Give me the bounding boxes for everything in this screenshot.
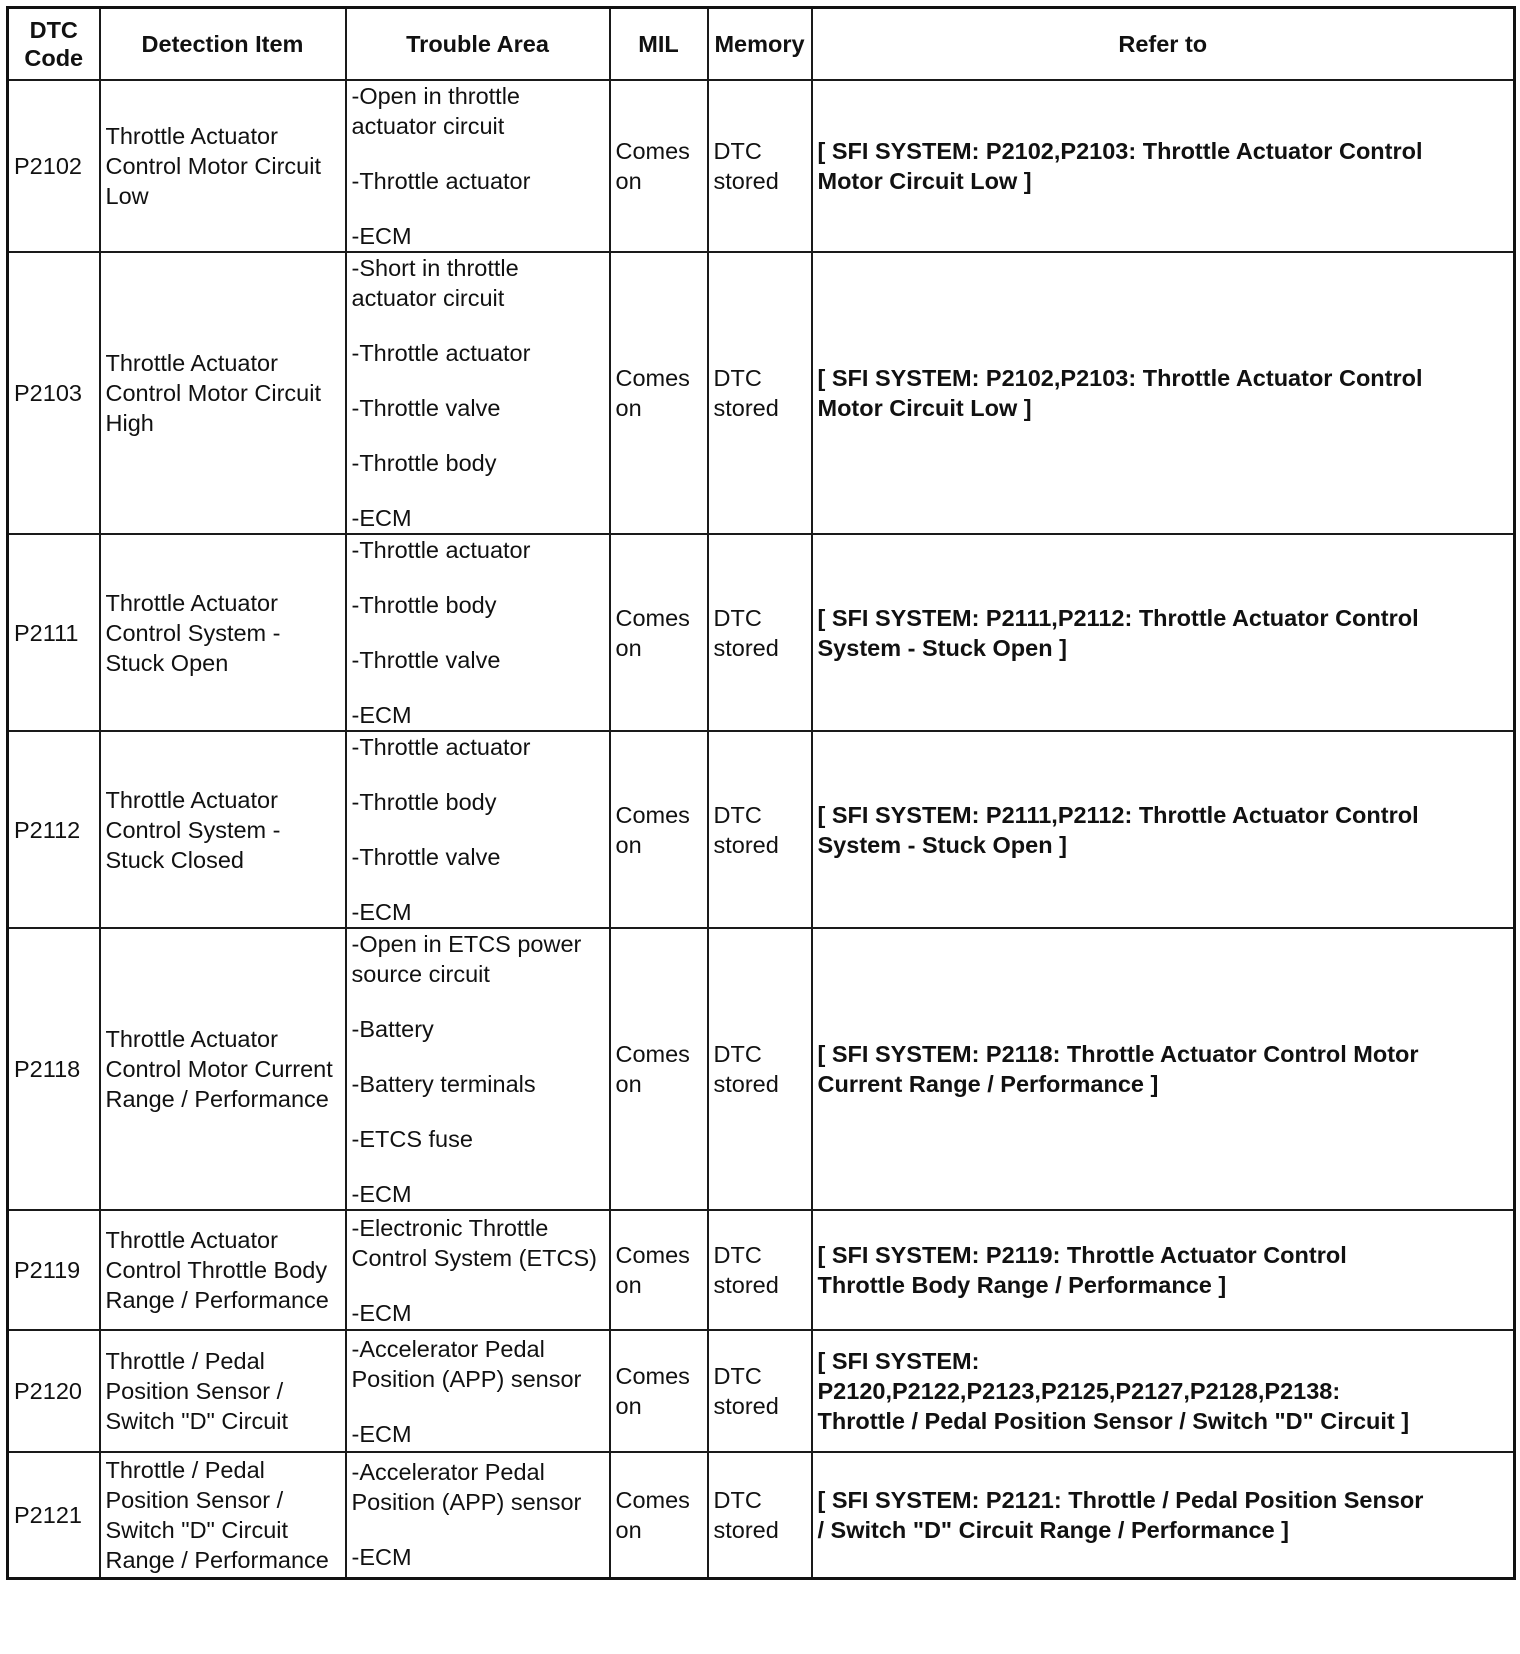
refer-to-line: Motor Circuit Low ] bbox=[817, 395, 1032, 421]
memory-cell bbox=[708, 534, 812, 731]
memory-cell bbox=[708, 1330, 812, 1452]
refer-to-cell bbox=[812, 1452, 1515, 1578]
trouble-area-line: -Accelerator Pedal bbox=[351, 1335, 545, 1362]
mil-line: on bbox=[615, 168, 642, 194]
detection-item-line: Switch "D" Circuit bbox=[105, 1516, 289, 1543]
dtc-code-cell: P2120 bbox=[8, 1330, 100, 1452]
refer-to-cell bbox=[812, 1330, 1515, 1452]
trouble-area-line: -Open in ETCS power bbox=[351, 931, 582, 957]
memory-cell bbox=[708, 1452, 812, 1578]
table-row bbox=[8, 252, 1515, 534]
refer-to-line: [ SFI SYSTEM: P2119: Throttle Actuator Control bbox=[817, 1242, 1347, 1268]
trouble-area-item bbox=[352, 1334, 604, 1394]
trouble-area-cell bbox=[346, 1330, 610, 1452]
trouble-area-line: -ECM bbox=[351, 505, 412, 531]
refer-to-cell bbox=[812, 252, 1515, 534]
memory-line: DTC bbox=[713, 801, 762, 828]
memory-line: DTC bbox=[713, 1363, 762, 1389]
table-row bbox=[8, 534, 1515, 731]
trouble-area-item bbox=[352, 842, 604, 872]
mil-cell bbox=[610, 928, 708, 1210]
trouble-area-cell bbox=[346, 1210, 610, 1330]
mil-line: Comes bbox=[615, 604, 690, 631]
mil-line: on bbox=[615, 1071, 642, 1097]
trouble-area-item bbox=[352, 221, 604, 251]
detection-item-line: High bbox=[105, 410, 154, 436]
refer-to-line: [ SFI SYSTEM: bbox=[817, 1348, 980, 1374]
trouble-area-cell bbox=[346, 252, 610, 534]
table-row bbox=[8, 80, 1515, 252]
mil-cell bbox=[610, 1210, 708, 1330]
trouble-area-line: -Short in throttle bbox=[351, 255, 519, 281]
mil-cell bbox=[610, 252, 708, 534]
trouble-area-line: -ECM bbox=[351, 1544, 412, 1571]
trouble-area-item bbox=[352, 1213, 604, 1273]
trouble-area-line: source circuit bbox=[351, 961, 490, 987]
dtc-code-cell: P2118 bbox=[8, 928, 100, 1210]
header-dtc-code bbox=[8, 8, 100, 81]
memory-line: DTC bbox=[713, 138, 762, 164]
detection-item-cell bbox=[100, 1210, 346, 1330]
detection-item-cell bbox=[100, 1330, 346, 1452]
mil-line: on bbox=[615, 1393, 642, 1419]
mil-line: on bbox=[615, 395, 642, 421]
trouble-area-line: -Throttle body bbox=[351, 789, 497, 815]
trouble-area-line: -Throttle valve bbox=[351, 647, 501, 673]
detection-item-line: Position Sensor / bbox=[105, 1378, 284, 1404]
table-row bbox=[8, 1210, 1515, 1330]
trouble-area-line: -Throttle actuator bbox=[351, 340, 531, 366]
trouble-area-item bbox=[352, 645, 604, 675]
detection-item-line: Control Motor Circuit bbox=[105, 380, 321, 406]
detection-item-line: Range / Performance bbox=[105, 1086, 329, 1112]
trouble-area-line: -ECM bbox=[351, 1299, 412, 1326]
dtc-code-cell: P2103 bbox=[8, 252, 100, 534]
memory-line: stored bbox=[713, 1516, 779, 1543]
trouble-area-line: -Throttle body bbox=[351, 450, 497, 476]
dtc-code-cell: P2111 bbox=[8, 534, 100, 731]
refer-to-line: Throttle / Pedal Position Sensor / Switch "D" Circuit ] bbox=[817, 1408, 1410, 1434]
trouble-area-line: -ECM bbox=[351, 1420, 412, 1447]
header-detection-item: Detection Item bbox=[100, 8, 346, 81]
trouble-area-line: -Open in throttle bbox=[351, 83, 521, 109]
mil-cell bbox=[610, 1452, 708, 1578]
trouble-area-item bbox=[352, 1542, 604, 1572]
trouble-area-line: -Throttle actuator bbox=[351, 168, 531, 194]
detection-item-line: Throttle / Pedal bbox=[105, 1348, 265, 1374]
mil-line: on bbox=[615, 831, 642, 858]
table-row bbox=[8, 1452, 1515, 1578]
dtc-code-cell: P2119 bbox=[8, 1210, 100, 1330]
trouble-area-line: -ETCS fuse bbox=[351, 1126, 473, 1152]
detection-item-line: Switch "D" Circuit bbox=[105, 1408, 289, 1434]
mil-line: Comes bbox=[615, 801, 690, 828]
detection-item-line: Throttle Actuator bbox=[105, 123, 278, 149]
detection-item-line: Throttle Actuator bbox=[105, 1227, 278, 1253]
trouble-area-item bbox=[352, 700, 604, 730]
mil-line: Comes bbox=[615, 365, 690, 391]
memory-line: DTC bbox=[713, 1486, 762, 1513]
trouble-area-line: -Accelerator Pedal bbox=[351, 1459, 545, 1486]
trouble-area-line: -Battery bbox=[351, 1016, 434, 1042]
trouble-area-item bbox=[352, 929, 604, 989]
trouble-area-cell bbox=[346, 731, 610, 928]
memory-line: DTC bbox=[713, 1242, 762, 1268]
trouble-area-item bbox=[352, 1419, 604, 1449]
refer-to-line: [ SFI SYSTEM: P2118: Throttle Actuator Control Motor bbox=[817, 1041, 1419, 1067]
trouble-area-item bbox=[352, 166, 604, 196]
detection-item-cell bbox=[100, 1452, 346, 1578]
trouble-area-line: -Battery terminals bbox=[351, 1071, 536, 1097]
detection-item-line: Throttle Actuator bbox=[105, 1026, 278, 1052]
refer-to-line: Throttle Body Range / Performance ] bbox=[817, 1272, 1227, 1298]
detection-item-line: Stuck Open bbox=[105, 649, 229, 676]
trouble-area-line: actuator circuit bbox=[351, 285, 505, 311]
memory-line: stored bbox=[713, 1272, 779, 1298]
trouble-area-item bbox=[352, 338, 604, 368]
trouble-area-item bbox=[352, 448, 604, 478]
mil-cell bbox=[610, 80, 708, 252]
refer-to-line: [ SFI SYSTEM: P2102,P2103: Throttle Actuator Control bbox=[817, 365, 1423, 391]
detection-item-cell bbox=[100, 731, 346, 928]
memory-line: stored bbox=[713, 1393, 779, 1419]
detection-item-line: Position Sensor / bbox=[105, 1486, 284, 1513]
refer-to-line: [ SFI SYSTEM: P2111,P2112: Throttle Actuator Control bbox=[817, 604, 1419, 631]
trouble-area-cell bbox=[346, 928, 610, 1210]
refer-to-cell bbox=[812, 534, 1515, 731]
dtc-table-sheet bbox=[6, 6, 1513, 1580]
mil-cell bbox=[610, 731, 708, 928]
dtc-table bbox=[6, 6, 1516, 1580]
detection-item-line: Range / Performance bbox=[105, 1287, 329, 1313]
dtc-code-cell: P2102 bbox=[8, 80, 100, 252]
trouble-area-line: -Throttle valve bbox=[351, 395, 501, 421]
trouble-area-line: -Throttle body bbox=[351, 592, 497, 618]
mil-line: Comes bbox=[615, 138, 690, 164]
detection-item-cell bbox=[100, 534, 346, 731]
memory-cell bbox=[708, 1210, 812, 1330]
refer-to-line: / Switch "D" Circuit Range / Performance ] bbox=[817, 1516, 1289, 1543]
mil-line: Comes bbox=[615, 1242, 690, 1268]
refer-to-line: [ SFI SYSTEM: P2121: Throttle / Pedal Position Sensor bbox=[817, 1486, 1424, 1513]
refer-to-line: Motor Circuit Low ] bbox=[817, 168, 1032, 194]
trouble-area-item bbox=[352, 787, 604, 817]
memory-line: stored bbox=[713, 168, 779, 194]
header-refer-to: Refer to bbox=[812, 8, 1515, 81]
trouble-area-cell bbox=[346, 80, 610, 252]
trouble-area-line: -Throttle valve bbox=[351, 844, 501, 870]
refer-to-cell bbox=[812, 731, 1515, 928]
trouble-area-cell bbox=[346, 534, 610, 731]
detection-item-line: Control System - bbox=[105, 619, 281, 646]
header-row bbox=[8, 8, 1515, 81]
trouble-area-line: Position (APP) sensor bbox=[351, 1365, 582, 1392]
table-row bbox=[8, 928, 1515, 1210]
detection-item-line: Control Motor Current bbox=[105, 1056, 333, 1082]
detection-item-line: Range / Performance bbox=[105, 1546, 329, 1573]
trouble-area-line: -Throttle actuator bbox=[351, 734, 531, 760]
refer-to-cell bbox=[812, 1210, 1515, 1330]
trouble-area-line: Position (APP) sensor bbox=[351, 1489, 582, 1516]
mil-line: on bbox=[615, 1272, 642, 1298]
header-dtc-code-line: Code bbox=[24, 45, 84, 71]
mil-line: Comes bbox=[615, 1486, 690, 1513]
trouble-area-item bbox=[352, 732, 604, 762]
trouble-area-item bbox=[352, 1298, 604, 1328]
mil-cell bbox=[610, 1330, 708, 1452]
trouble-area-item bbox=[352, 897, 604, 927]
mil-cell bbox=[610, 534, 708, 731]
detection-item-line: Control Throttle Body bbox=[105, 1257, 328, 1283]
memory-cell bbox=[708, 928, 812, 1210]
trouble-area-line: -ECM bbox=[351, 223, 412, 249]
header-memory: Memory bbox=[708, 8, 812, 81]
trouble-area-line: Control System (ETCS) bbox=[351, 1244, 597, 1271]
mil-line: Comes bbox=[615, 1363, 690, 1389]
table-row bbox=[8, 731, 1515, 928]
trouble-area-item bbox=[352, 590, 604, 620]
trouble-area-item bbox=[352, 81, 604, 141]
refer-to-line: System - Stuck Open ] bbox=[817, 831, 1067, 858]
detection-item-line: Throttle / Pedal bbox=[105, 1456, 265, 1483]
refer-to-cell bbox=[812, 928, 1515, 1210]
table-row bbox=[8, 1330, 1515, 1452]
trouble-area-item bbox=[352, 1124, 604, 1154]
trouble-area-item bbox=[352, 503, 604, 533]
mil-line: Comes bbox=[615, 1041, 690, 1067]
detection-item-line: Throttle Actuator bbox=[105, 350, 278, 376]
header-mil: MIL bbox=[610, 8, 708, 81]
detection-item-line: Control System - bbox=[105, 816, 281, 843]
mil-line: on bbox=[615, 634, 642, 661]
trouble-area-item bbox=[352, 393, 604, 423]
memory-line: stored bbox=[713, 634, 779, 661]
memory-line: stored bbox=[713, 831, 779, 858]
trouble-area-line: -ECM bbox=[351, 1181, 412, 1207]
memory-line: DTC bbox=[713, 1041, 762, 1067]
memory-cell bbox=[708, 731, 812, 928]
trouble-area-cell bbox=[346, 1452, 610, 1578]
memory-line: DTC bbox=[713, 365, 762, 391]
memory-line: DTC bbox=[713, 604, 762, 631]
dtc-code-cell: P2112 bbox=[8, 731, 100, 928]
detection-item-cell bbox=[100, 928, 346, 1210]
trouble-area-item bbox=[352, 535, 604, 565]
trouble-area-item bbox=[352, 1457, 604, 1517]
trouble-area-item bbox=[352, 253, 604, 313]
detection-item-cell bbox=[100, 252, 346, 534]
refer-to-line: Current Range / Performance ] bbox=[817, 1071, 1159, 1097]
trouble-area-line: -Throttle actuator bbox=[351, 537, 531, 563]
detection-item-line: Control Motor Circuit bbox=[105, 153, 321, 179]
trouble-area-line: actuator circuit bbox=[351, 113, 505, 139]
mil-line: on bbox=[615, 1516, 642, 1543]
detection-item-line: Low bbox=[105, 183, 149, 209]
memory-line: stored bbox=[713, 1071, 779, 1097]
trouble-area-item bbox=[352, 1014, 604, 1044]
detection-item-cell bbox=[100, 80, 346, 252]
header-trouble-area: Trouble Area bbox=[346, 8, 610, 81]
header-dtc-code-line: DTC bbox=[29, 17, 78, 43]
trouble-area-item bbox=[352, 1069, 604, 1099]
trouble-area-line: -ECM bbox=[351, 702, 412, 728]
detection-item-line: Throttle Actuator bbox=[105, 589, 278, 616]
memory-cell bbox=[708, 252, 812, 534]
detection-item-line: Stuck Closed bbox=[105, 846, 244, 873]
detection-item-line: Throttle Actuator bbox=[105, 786, 278, 813]
refer-to-line: [ SFI SYSTEM: P2102,P2103: Throttle Actuator Control bbox=[817, 138, 1423, 164]
memory-cell bbox=[708, 80, 812, 252]
dtc-code-cell: P2121 bbox=[8, 1452, 100, 1578]
trouble-area-line: -Electronic Throttle bbox=[351, 1214, 549, 1241]
refer-to-line: System - Stuck Open ] bbox=[817, 634, 1067, 661]
refer-to-line: [ SFI SYSTEM: P2111,P2112: Throttle Actuator Control bbox=[817, 801, 1419, 828]
trouble-area-item bbox=[352, 1179, 604, 1209]
memory-line: stored bbox=[713, 395, 779, 421]
refer-to-cell bbox=[812, 80, 1515, 252]
refer-to-line: P2120,P2122,P2123,P2125,P2127,P2128,P2138: bbox=[817, 1378, 1341, 1404]
trouble-area-line: -ECM bbox=[351, 899, 412, 925]
